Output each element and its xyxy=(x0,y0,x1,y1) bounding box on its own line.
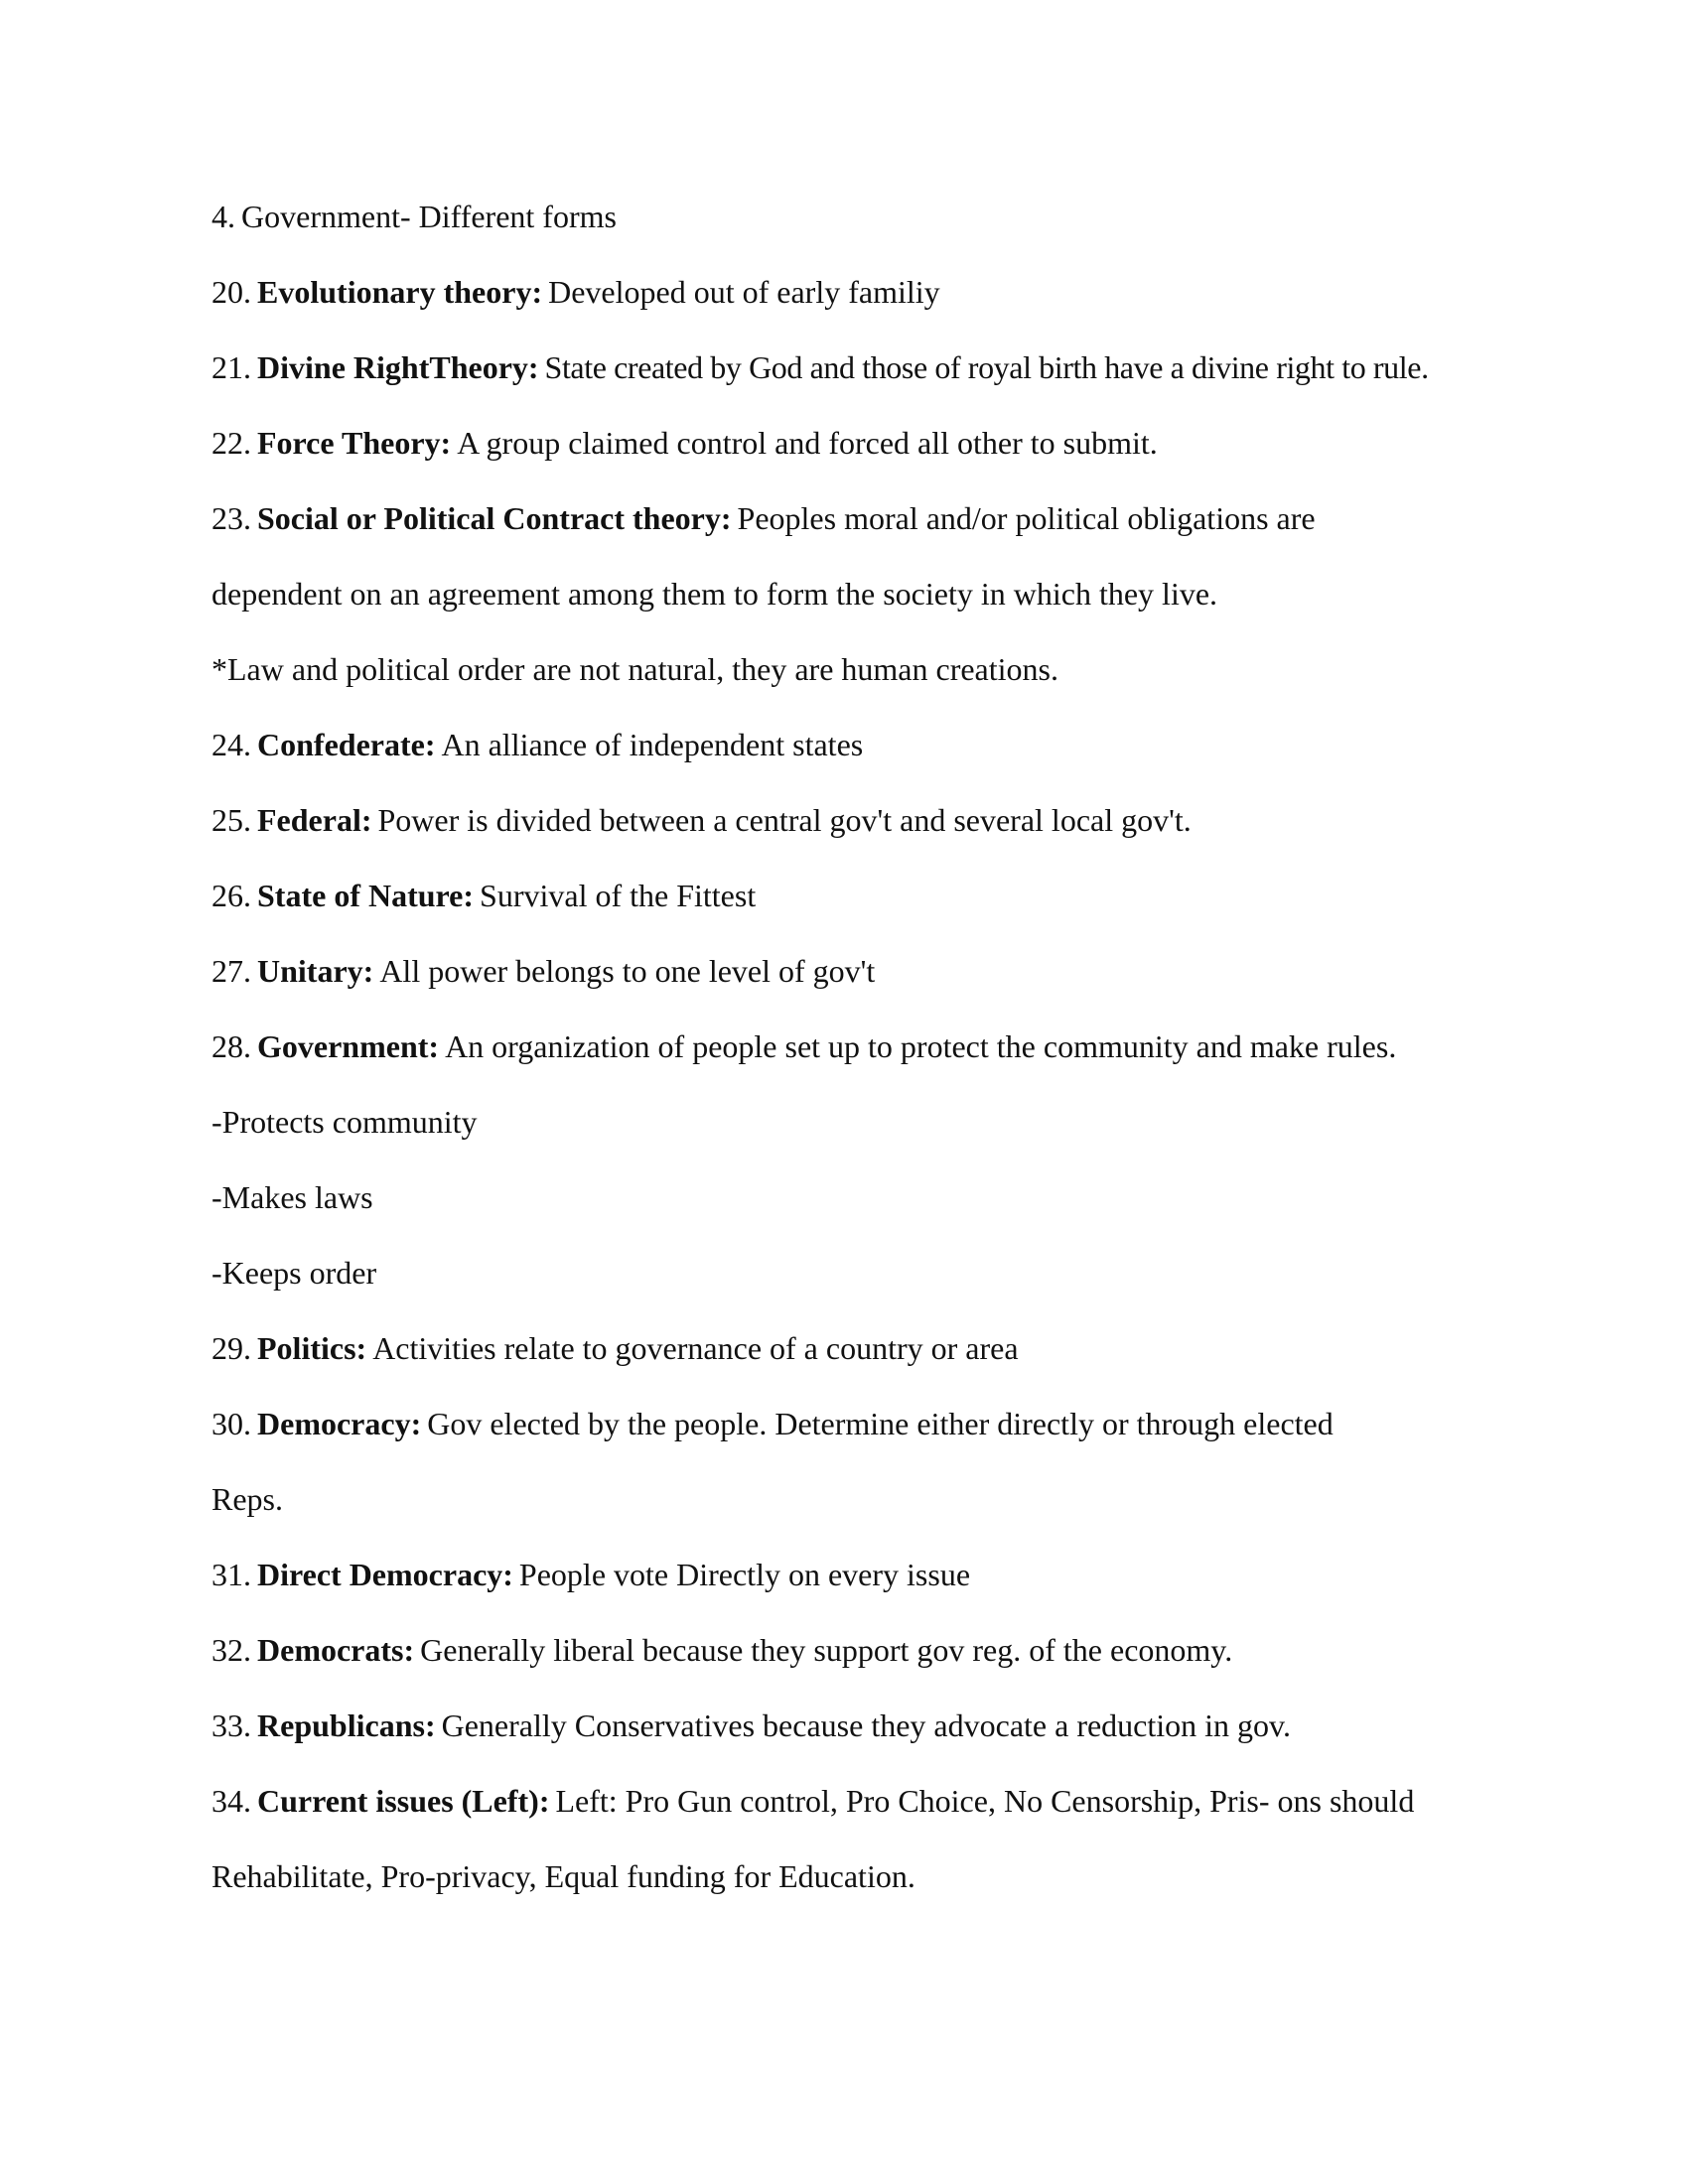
definition-28 xyxy=(211,1026,1502,1066)
item-number: 27. xyxy=(211,953,251,989)
definition-33 xyxy=(211,1706,1502,1745)
item-definition: People vote Directly on every issue xyxy=(518,1557,971,1592)
item-term: Direct Democracy: xyxy=(257,1557,513,1592)
item-term: Social or Political Contract theory: xyxy=(257,500,732,536)
definition-32 xyxy=(211,1630,1502,1670)
definition-24 xyxy=(211,725,1502,764)
item-number: 29. xyxy=(211,1330,251,1366)
heading-number: 4. xyxy=(211,199,235,234)
item-number: 26. xyxy=(211,878,251,913)
item-definition: All power belongs to one level of gov't xyxy=(379,953,876,989)
definition-30 xyxy=(211,1404,1502,1443)
definition-25 xyxy=(211,800,1502,840)
bullet-line xyxy=(211,1177,1502,1217)
item-continuation: Rehabilitate, Pro-privacy, Equal funding for Education. xyxy=(211,1858,915,1894)
item-term: Unitary: xyxy=(257,953,374,989)
item-term: State of Nature: xyxy=(257,878,475,913)
section-heading xyxy=(211,197,1502,236)
item-number: 33. xyxy=(211,1707,251,1743)
item-number: 31. xyxy=(211,1557,251,1592)
heading-text: Government- Different forms xyxy=(241,199,617,234)
item-definition: Gov elected by the people. Determine either directly or through elected xyxy=(427,1406,1334,1441)
item-definition: Generally liberal because they support gov reg. of the economy. xyxy=(420,1632,1233,1668)
item-number: 25. xyxy=(211,802,251,838)
item-definition: A group claimed control and forced all other to submit. xyxy=(457,425,1158,461)
item-term: Confederate: xyxy=(257,727,436,762)
item-term: Politics: xyxy=(257,1330,367,1366)
item-definition: An organization of people set up to protect the community and make rules. xyxy=(445,1028,1397,1064)
item-term: Government: xyxy=(257,1028,440,1064)
definition-30-continuation xyxy=(211,1479,1502,1519)
definition-34 xyxy=(211,1781,1502,1821)
item-number: 20. xyxy=(211,274,251,310)
bullet-line xyxy=(211,1253,1502,1293)
item-note: *Law and political order are not natural, they are human creations. xyxy=(211,651,1058,687)
item-term: Democrats: xyxy=(257,1632,415,1668)
bullet-text: -Makes laws xyxy=(211,1179,373,1215)
item-definition: Survival of the Fittest xyxy=(480,878,757,913)
item-definition: Power is divided between a central gov't and several local gov't. xyxy=(377,802,1192,838)
item-term: Republicans: xyxy=(257,1707,436,1743)
item-definition: Peoples moral and/or political obligations are xyxy=(737,500,1316,536)
item-term: Divine RightTheory: xyxy=(257,349,539,385)
definition-21 xyxy=(211,347,1502,387)
definition-27 xyxy=(211,951,1502,991)
item-number: 32. xyxy=(211,1632,251,1668)
item-term: Force Theory: xyxy=(257,425,452,461)
item-term: Federal: xyxy=(257,802,372,838)
bullet-line xyxy=(211,1102,1502,1142)
item-number: 23. xyxy=(211,500,251,536)
bullet-text: -Keeps order xyxy=(211,1255,377,1291)
item-definition: Developed out of early familiy xyxy=(548,274,940,310)
item-number: 28. xyxy=(211,1028,251,1064)
item-term: Current issues (Left): xyxy=(257,1783,550,1819)
bullet-text: -Protects community xyxy=(211,1104,478,1140)
definition-22 xyxy=(211,423,1502,463)
definition-29 xyxy=(211,1328,1502,1368)
item-term: Evolutionary theory: xyxy=(257,274,543,310)
item-number: 30. xyxy=(211,1406,251,1441)
item-definition: An alliance of independent states xyxy=(441,727,864,762)
item-definition: Activities relate to governance of a country or area xyxy=(372,1330,1019,1366)
item-definition: Generally Conservatives because they advocate a reduction in gov. xyxy=(441,1707,1291,1743)
definition-23-continuation xyxy=(211,574,1502,614)
definition-34-continuation xyxy=(211,1856,1502,1896)
item-number: 22. xyxy=(211,425,251,461)
definition-23-note xyxy=(211,649,1502,689)
item-definition: State created by God and those of royal birth have a divine right to rule. xyxy=(544,349,1429,385)
item-definition: Left: Pro Gun control, Pro Choice, No Censorship, Pris- ons should xyxy=(555,1783,1415,1819)
item-term: Democracy: xyxy=(257,1406,422,1441)
definition-26 xyxy=(211,876,1502,915)
item-number: 21. xyxy=(211,349,251,385)
item-continuation: Reps. xyxy=(211,1481,283,1517)
item-number: 34. xyxy=(211,1783,251,1819)
definition-20 xyxy=(211,272,1502,312)
item-number: 24. xyxy=(211,727,251,762)
definition-23 xyxy=(211,498,1502,538)
definition-31 xyxy=(211,1555,1502,1594)
item-continuation: dependent on an agreement among them to form the society in which they live. xyxy=(211,576,1218,612)
